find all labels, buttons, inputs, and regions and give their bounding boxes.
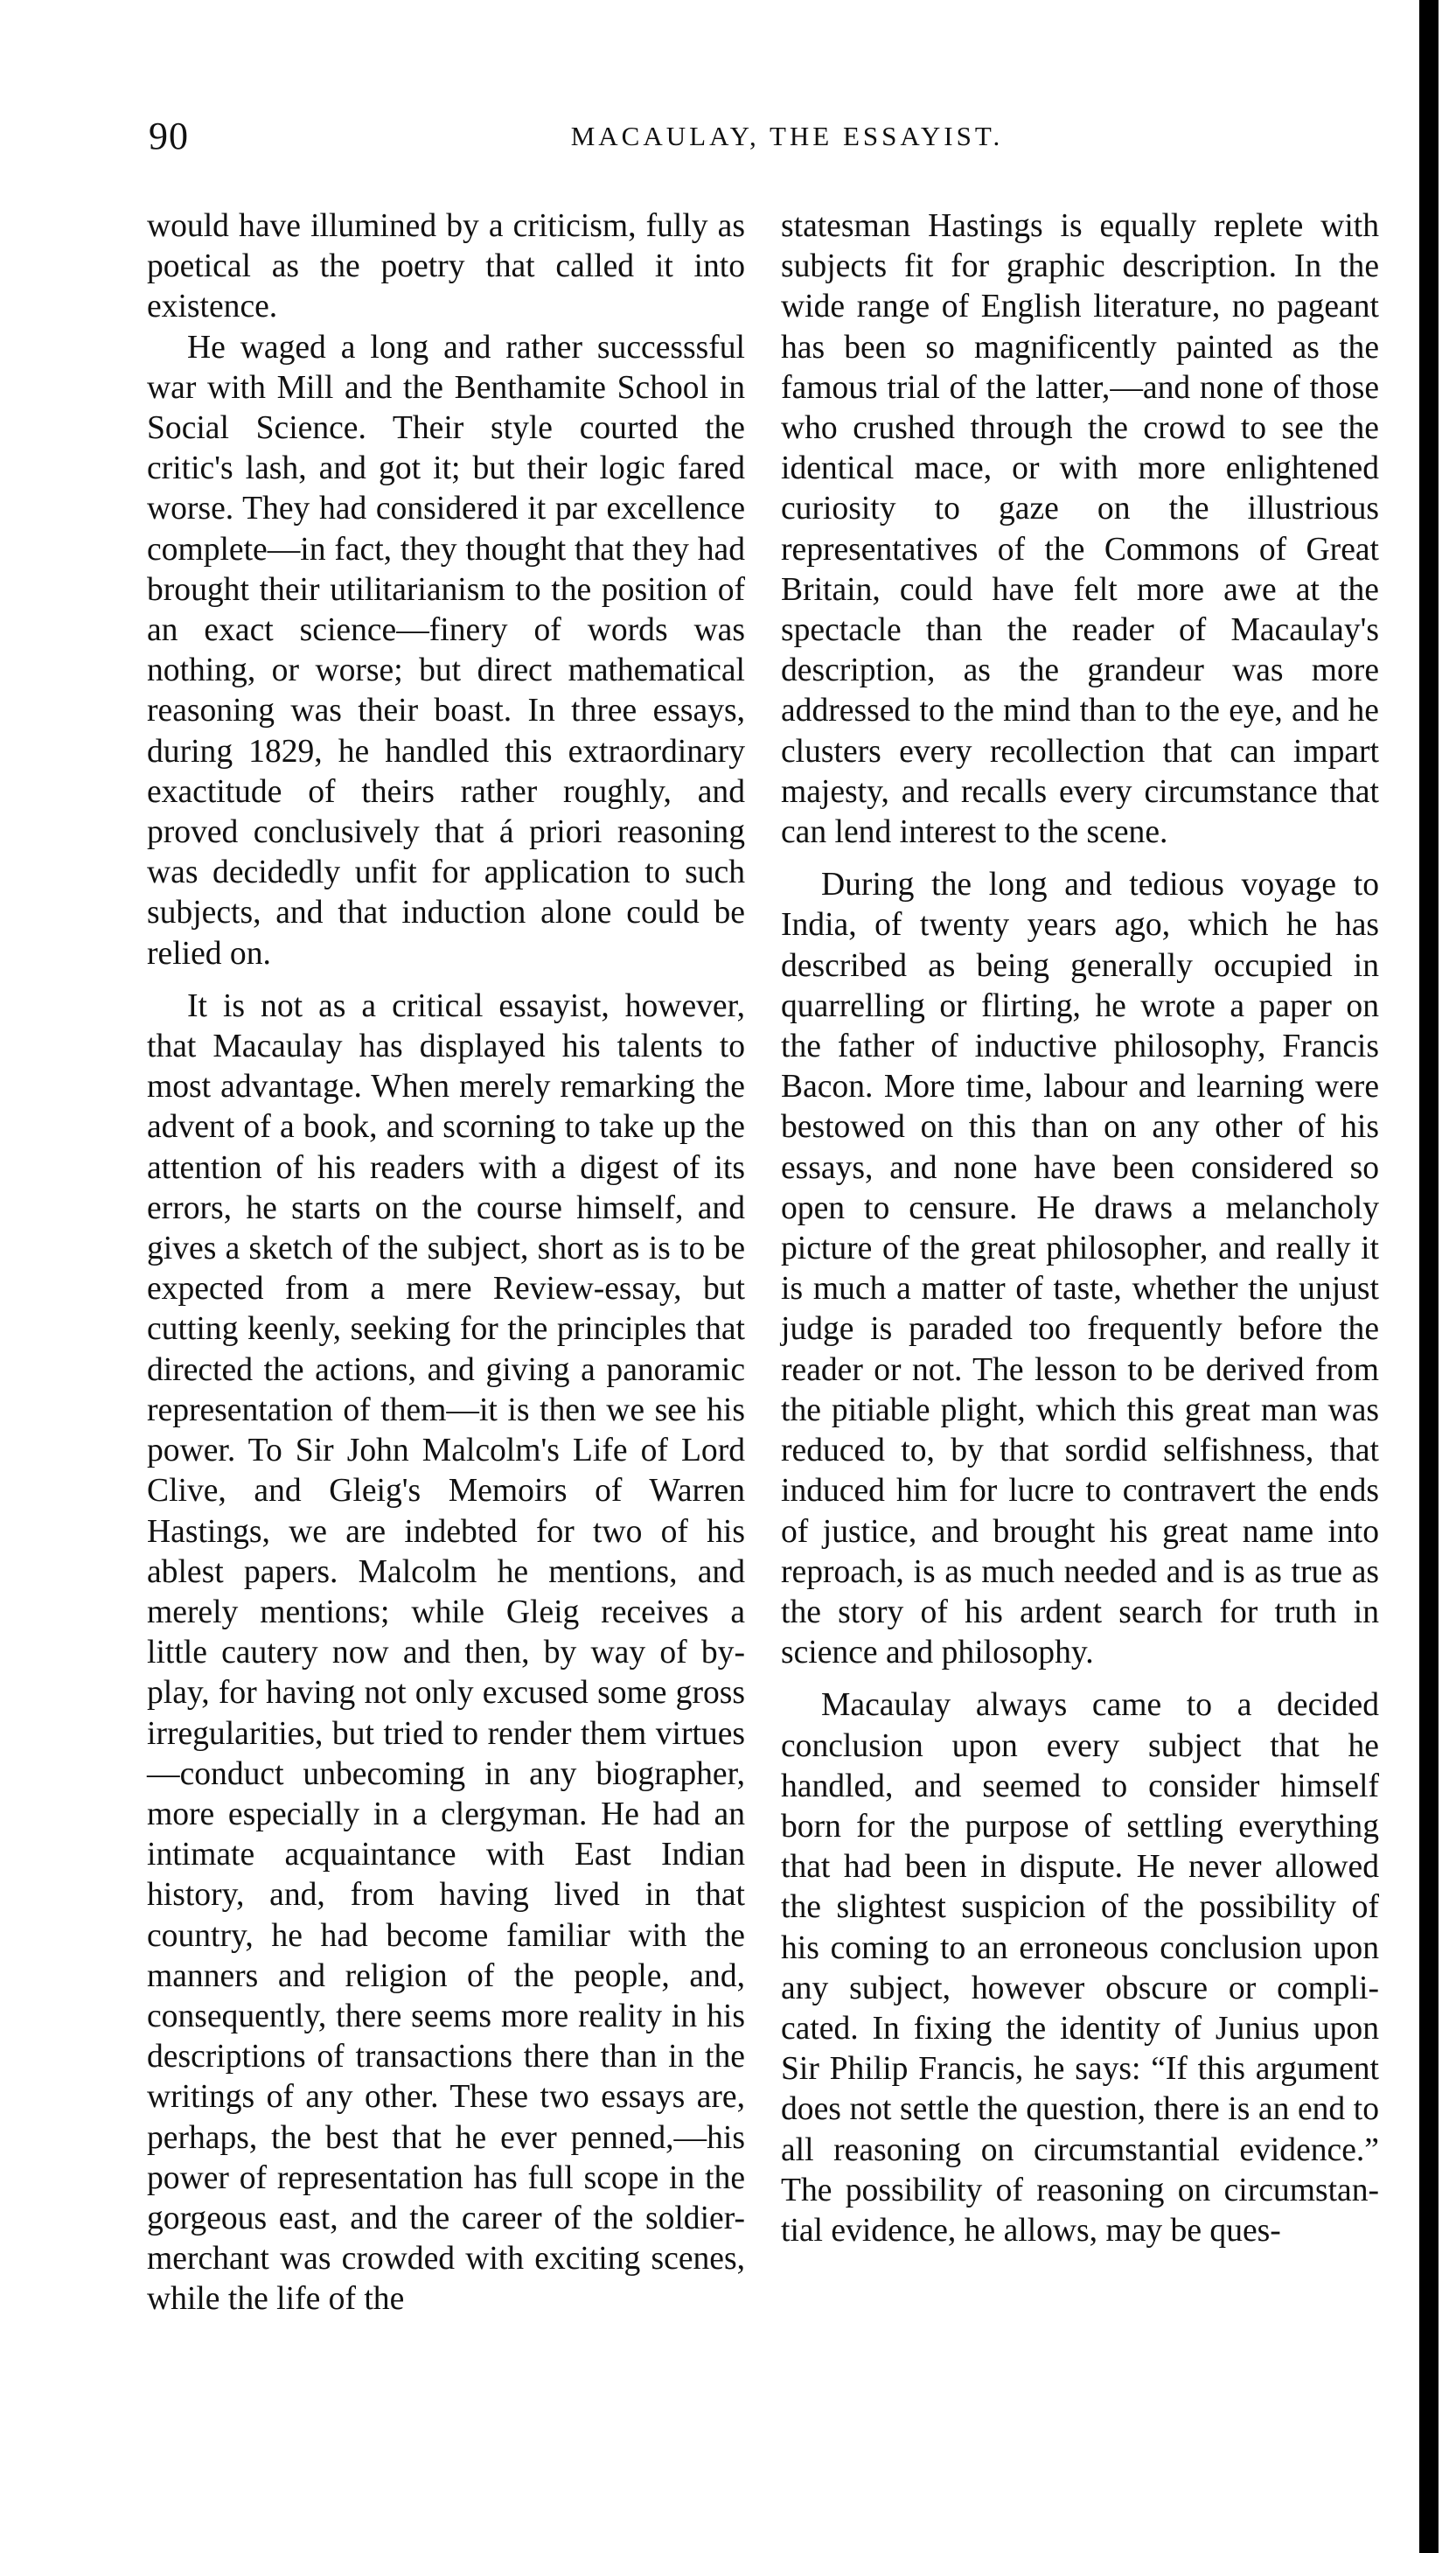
page-header <box>149 114 1338 166</box>
paragraph: He waged a long and rather successsful war with Mill and the Benthamite School in Social Science. Their style courted the critic's lash, and got it; but their logic fared worse. They had considered it par excellence complete—in fact, they thought that they had brought their utilitarianism to the position of an exact science—finery of words was nothing, or worse; but direct mathematical reasoning was their boast. In three essays, during 1829, he handled this extraordinary exactitude of theirs rather roughly, and proved conclusively that á priori reasoning was decidedly unfit for application to such subjects, and that induction alone could be relied on. <box>147 329 745 972</box>
paragraph: It is not as a critical essayist, however, that Macaulay has displayed his talents to most advantage. When merely remarking the advent of a book, and scorning to take up the attention of his readers with a digest of its errors, he starts on the course himself, and gives a sketch of the subject, short as is to be expected from a mere Review-essay, but cutting keenly, seeking for the principles that directed the actions, and giving a panoramic representation of them—it is then we see his power. To Sir John Malcolm's Life of Lord Clive, and Gleig's Memoirs of Warren Hastings, we are indebted for two of his ablest papers. Malcolm he mentions, and merely mentions; while Gleig receives a little cautery now and then, by way of byplay, for having not only excused some gross irregularities, but tried to render them virtues—conduct unbecoming in any biographer, more especially in a clergyman. He had an intimate acquaintance with East Indian history, and, from having lived in that country, he had become familiar with the manners and religion of the people, and, consequently, there seems more reality in his descriptions of transactions there than in the writings of any other. These two essays are, perhaps, the best that he ever penned,—his power of representation has full scope in the gorgeous east, and the career of the soldier-merchant was crowded with exciting scenes, while the life of the <box>147 987 745 2318</box>
running-head: MACAULAY, THE ESSAYIST. <box>570 121 1004 151</box>
right-column <box>781 206 1379 2251</box>
paragraph: During the long and tedious voyage to India, of twenty years ago, which he has described as being generally occupied in quarrelling or flirting, he wrote a paper on the father of inductive philosophy, Francis Bacon. More time, labour and learning were bestowed on this than on any other of his essays, and none have been considered so open to censure. He draws a melancholy picture of the great philosopher, and really it is much a matter of taste, whether the unjust judge is paraded too frequently before the reader or not. The lesson to be derived from the pitiable plight, which this great man was reduced to, by that sordid selfishness, that induced him for lucre to contravert the ends of justice, and brought his great name into reproach, is as much needed and is as true as the story of his ardent search for truth in science and philosophy. <box>781 867 1379 1671</box>
left-column <box>147 206 745 2320</box>
page-edge-bar <box>1419 0 1439 2553</box>
paragraph: Macaulay always came to a decided conclusion upon every subject that he handled, and seemed to consider himself born for the purpose of settling everything that had been in dispute. He never allowed the slightest suspicion of the possibility of his coming to an erroneous conclusion upon any subject, however obscure or complicated. In fixing the identity of Junius upon Sir Philip Francis, he says: “If this argument does not settle the question, there is an end to all reasoning on circumstantial evidence.” The possibility of reasoning on circumstantial evidence, he allows, may be ques- <box>781 1687 1379 2249</box>
page-number: 90 <box>149 115 189 157</box>
paragraph: would have illumined by a criticism, fully as poetical as the poetry that called it into existence. <box>147 208 745 325</box>
paragraph: statesman Hastings is equally replete with subjects fit for graphic description. In the wide range of English literature, no pageant has been so magnificently painted as the famous trial of the latter,—and none of those who crushed through the crowd to see the identical mace, or with more enlightened curiosity to gaze on the illustrious representatives of the Commons of Great Britain, could have felt more awe at the spectacle than the reader of Macaulay's description, as the grandeur was more addressed to the mind than to the eye, and he clusters every recollection that can impart majesty, and recalls every circumstance that can lend interest to the scene. <box>781 208 1379 851</box>
